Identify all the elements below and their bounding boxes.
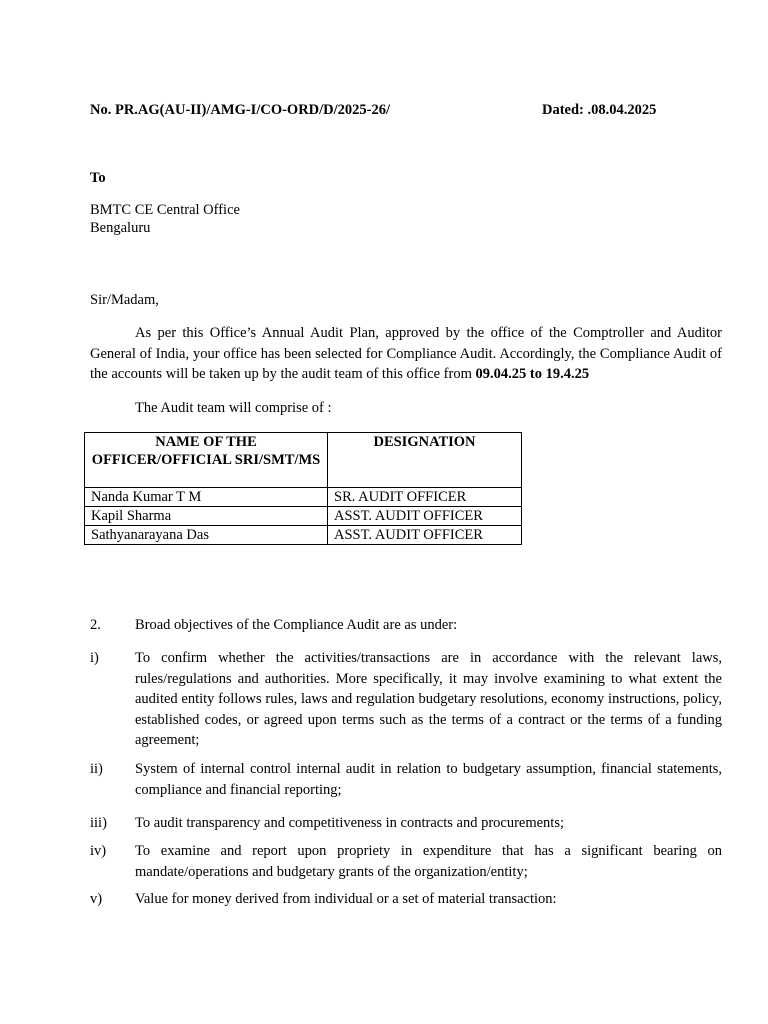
recipient-line-2: Bengaluru xyxy=(90,220,151,236)
objective-item xyxy=(90,841,722,882)
objective-item xyxy=(90,813,722,834)
audit-team-table xyxy=(84,432,522,545)
objective-item xyxy=(90,889,722,910)
objective-item xyxy=(90,759,722,800)
item-text: To audit transparency and competitiveness in contracts and procurements; xyxy=(135,815,565,831)
item-marker: v) xyxy=(90,891,103,907)
officer-designation: ASST. AUDIT OFFICER xyxy=(328,526,522,545)
audit-dates: 09.04.25 to 19.4.25 xyxy=(475,366,590,382)
item-marker: iii) xyxy=(90,815,107,831)
table-row xyxy=(85,526,522,545)
item-text: Value for money derived from individual or a set of material transaction: xyxy=(135,891,557,907)
recipient-line-1: BMTC CE Central Office xyxy=(90,202,240,218)
item-text: System of internal control internal audit in relation to budgetary assumption, financial statements, compliance and financial reporting; xyxy=(135,761,722,798)
item-marker: iv) xyxy=(90,843,107,859)
item-text: To examine and report upon propriety in expenditure that has a significant bearing on mandate/operations and budgetary grants of the organization/entity; xyxy=(135,843,722,880)
officer-designation: ASST. AUDIT OFFICER xyxy=(328,507,522,526)
table-row xyxy=(85,507,522,526)
to-label: To xyxy=(90,170,106,186)
recipient-address xyxy=(90,201,240,237)
letter-date: Dated: .08.04.2025 xyxy=(542,102,657,118)
officer-name: Sathyanarayana Das xyxy=(85,526,328,545)
salutation: Sir/Madam, xyxy=(90,292,159,308)
intro-text: As per this Office’s Annual Audit Plan, approved by the office of the Comptroller and Auditor General of India, your office has been selected for Compliance Audit. Accordingly, the Compliance Audit of the accounts will be taken up by the audit team of this office from xyxy=(90,325,722,382)
team-intro: The Audit team will comprise of : xyxy=(135,400,332,416)
section-heading-text: Broad objectives of the Compliance Audit are as under: xyxy=(135,617,458,633)
objectives-heading xyxy=(90,615,722,636)
table-row xyxy=(85,488,522,507)
reference-number: No. PR.AG(AU-II)/AMG-I/CO-ORD/D/2025-26/ xyxy=(90,102,391,118)
objective-item xyxy=(90,648,722,751)
column-header-name: NAME OF THE OFFICER/OFFICIAL SRI/SMT/MS xyxy=(85,433,328,488)
item-text: To confirm whether the activities/transactions are in accordance with the relevant laws, rules/regulations and authorities. More specifically, it may involve examining to what extent the audited entity follows rules, laws and regulation budgetary resolutions, economy instructions, policy, established codes, or agreed upon terms such as the terms of a contract or the terms of a funding agreement; xyxy=(135,650,722,748)
table-header-row xyxy=(85,433,522,488)
item-marker: i) xyxy=(90,650,99,666)
intro-paragraph xyxy=(90,323,722,385)
officer-name: Kapil Sharma xyxy=(85,507,328,526)
item-marker: ii) xyxy=(90,761,103,777)
section-number: 2. xyxy=(90,617,101,633)
officer-designation: SR. AUDIT OFFICER xyxy=(328,488,522,507)
column-header-designation: DESIGNATION xyxy=(328,433,522,488)
officer-name: Nanda Kumar T M xyxy=(85,488,328,507)
